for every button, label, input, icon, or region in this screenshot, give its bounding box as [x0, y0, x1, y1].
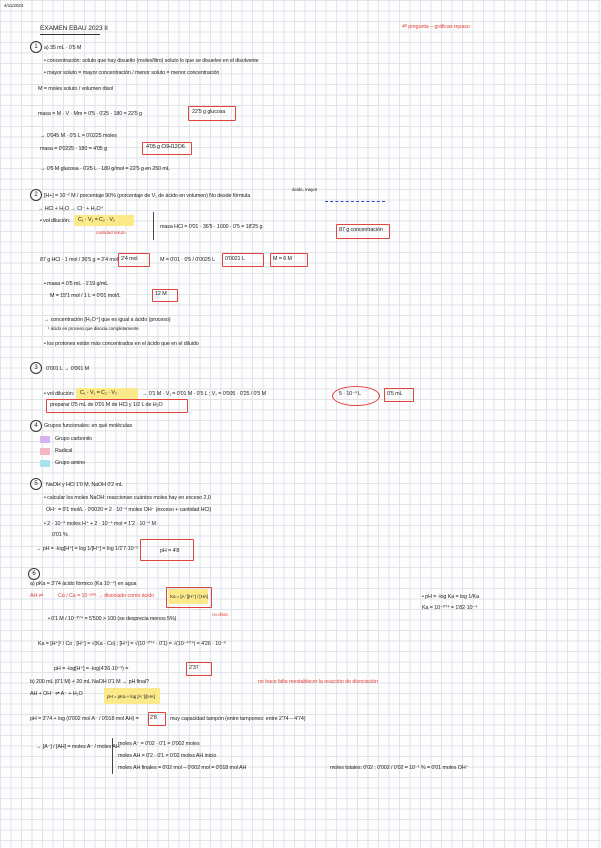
q4-line: Grupos funcionales: en qué moléculas — [44, 423, 133, 429]
q1-line: • mayor soluto = mayor concentración / menor soluto = menor concentración — [44, 70, 220, 76]
q3-line: → 0'1 M · V₁ = 0'01 M · 0'5 L ; V₁ = 0'005 · 0'25 / 0'5 M — [142, 391, 267, 397]
q5-line: → pH = -log[H⁺] = log 1/[H⁺] = log 1/1'7·10⁻⁵ — [36, 546, 139, 552]
q2-line: → HCl + H₂O → Cl⁻ + H₃O⁺ — [38, 206, 104, 212]
q2-line: • los protones están más concentrados en el ácido que en el diluido — [44, 341, 199, 347]
legend-label: Radical — [55, 448, 73, 454]
q3-line: preparar 0'5 mL de 0'01 M de HCl y 1/2 L de H₂O — [50, 402, 163, 408]
q2-line: • vol dilución: — [40, 218, 71, 224]
q6-line: b) 200 mL (0'1 M) + 20 mL NaOH 0'1 M → pH final? — [30, 679, 149, 685]
q2-dashed-underline — [325, 201, 385, 202]
q6-line: • 0'1 M / 10⁻³'⁷⁴ = 5'500 > 100 (se desprecia menos 5%) — [48, 616, 177, 622]
q2-line: M = 15'1 mol / 1 L = 0'01 mol/L — [50, 293, 121, 299]
q3-line: • vol dilución: — [44, 391, 75, 397]
q3-oval-value: 5 · 10⁻³ L — [339, 391, 361, 397]
q5-line: OH⁻ = 0'1 mol/L · 0'0020 = 2 · 10⁻⁴ moles OH⁻ (exceso + cantidad HCl) — [46, 507, 212, 513]
q1-result: 4'05 g C6H12O6 — [146, 144, 185, 150]
question-3-number: 3 — [30, 362, 42, 374]
q6-line: a) pKa = 3'74 ácido fórmico (Ka 10⁻⁴) en agua — [30, 581, 137, 587]
q6-line: Ka = [H⁺]² / Co ; [H⁺] = √(Ka · Co) ; [H⁺] = √(10⁻³'⁷⁴ · 0'1) = √(10⁻⁴'⁷⁴) = 4'26 · 10⁻³ — [38, 641, 226, 647]
q6-side-eq: Ka = 10⁻³'⁷⁴ = 1'82·10⁻⁴ — [422, 605, 478, 611]
legend-swatch-amino — [40, 460, 50, 467]
q6-hl-box: Ka = [A⁻][H⁺] / [HA] — [170, 594, 208, 599]
q2-line: masa HCl = 0'01 · 36'5 · 1000 · 0'5 = 18'25 g — [160, 224, 263, 230]
date-label: 4/11/2024 — [4, 3, 24, 8]
q3-line: 0'001 L → 0'001 M — [46, 366, 90, 372]
q5-line: • calcular los moles NaOH: reaccionan cuántos moles hay en exceso 2,0 — [44, 495, 211, 501]
q6-hl-border — [166, 587, 212, 608]
q2-result: 87 g concentración — [339, 227, 383, 233]
q5-line: 0'01 % — [52, 532, 68, 538]
q6-line: moles totales: 0'02 ; 0'002 / 0'02 = 10⁻¹ % = 0'01 moles OH⁻ — [330, 765, 469, 771]
q3-formula: C₁ · V₁ = C₂ · V₂ — [80, 390, 117, 396]
q6-line: → [A⁻] / [AH] = moles A⁻ / moles AH — [36, 744, 120, 750]
q1-line: masa = M · V · Mm = 0'5 · 0'25 · 180 = 22'5 g — [38, 111, 142, 117]
q1-line: a) 35 mL · 0'5 M — [44, 45, 82, 51]
q2-line: → concentración [H₃O⁺] que es igual a ácido (proceso) — [44, 317, 171, 323]
q5-result: pH = 4'8 — [160, 548, 180, 554]
q1-line: masa = 0'0225 · 180 = 4'05 g — [40, 146, 107, 152]
header-note: 4ª pregunta – gráficas repaso — [402, 24, 470, 30]
legend-label: Grupo amino — [55, 460, 86, 466]
q2-result: 2'4 mol — [121, 256, 138, 262]
q6-line: pH = 3'74 + log (0'002 mol A⁻ / 0'018 mol AH) = — [30, 716, 139, 722]
q6-result: 2'8 — [150, 715, 157, 721]
q6-hl-note: no disoc — [212, 612, 229, 617]
q6-side-eq: • pH = -log Ka = log 1/Ka — [422, 594, 479, 600]
q2-result: 12 M — [155, 291, 167, 297]
q2-line: [H+] = 10⁻² M / porcentaje 90% (porcentaje de V₁ de ácido en volumen) No desde fórmula — [44, 193, 251, 199]
q6-brace — [112, 738, 113, 774]
q6-line: muy capacidad tampón (entre tampones: entre 2'74 – 4'74) — [170, 716, 306, 722]
q2-note: ácido, mayor — [292, 187, 318, 192]
q1-result: 22'5 g glucosa — [192, 109, 226, 115]
q1-line: → 0'5 M glucosa · 0'25 L · 180 g/mol = 22'5 g en 250 mL — [40, 166, 170, 172]
page-title: EXAMEN EBAU 2023 II — [40, 25, 108, 32]
q2-brace — [153, 212, 154, 240]
question-2-number: 2 — [30, 189, 42, 201]
q6-note: no hace falta reestablecer la reacción de disociación — [258, 679, 378, 685]
question-1-number: 1 — [30, 41, 42, 53]
q6-label: AH ⇌ — [30, 593, 44, 599]
q2-result: M = 6 M — [273, 256, 292, 262]
q2-result: 0'0021 L — [225, 256, 245, 262]
q6-line: moles AH = 0'2 · 0'1 = 0'02 moles AH inicio — [118, 753, 217, 759]
legend-label: Grupo carbonilo — [55, 436, 92, 442]
q6-line: AH + OH⁻ ⇌ A⁻ + H₂O — [30, 691, 83, 697]
question-5-number: 5 — [30, 478, 42, 490]
q6-line: moles A⁻ = 0'02 · 0'1 = 0'002 moles — [118, 741, 200, 747]
q2-line: 87 g HCl · 1 mol / 36'5 g = 2'4 mol — [40, 257, 118, 263]
legend-swatch-carbonyl — [40, 436, 50, 443]
question-4-number: 4 — [30, 420, 42, 432]
q5-line: • 2 · 10⁻⁴ moles H⁺ + 2 · 10⁻⁴ mol = 1'2 · 10⁻⁴ M — [44, 521, 156, 527]
q2-line: M = 0'01 · 0'5 / 0'0025 L — [160, 257, 215, 263]
q2-line: • masa = 0'5 mL · 1'19 g/mL — [44, 281, 109, 287]
q6-result: 2'37 — [189, 665, 199, 671]
q2-formula: C₁ · V₁ = C₂ · V₂ — [78, 217, 115, 223]
q2-line-sub: ¹ ácido en proceso que disocia completamente — [48, 326, 139, 331]
q6-line: pH = -log[H⁺] = -log(4'26·10⁻³) = — [54, 666, 129, 672]
q3-result: 0'5 mL — [387, 391, 403, 397]
title-underline — [40, 34, 100, 35]
q6-eq: Cα / Ca = 10⁻ᵖᴷᵃ → disociado como ácido — [58, 593, 155, 599]
q6-line: moles AH finales = 0'02 mol – 0'002 mol = 0'018 mol AH — [118, 765, 247, 771]
q5-line: NaOH y HCl 1'0 M, NaOH 0'2 mL — [46, 482, 123, 488]
q1-line: → 0'045 M · 0'5 L = 0'0225 moles — [40, 133, 117, 139]
q6-hl-small: pH = pKa + log [A⁻]/[HA] — [107, 694, 155, 699]
q1-line: • concentración: soluto que hay disuelto (moles/litro) soluto lo que se disuelve en el disolvente — [44, 58, 259, 64]
legend-swatch-radical — [40, 448, 50, 455]
q2-formula-note: cantidad soluto — [96, 230, 126, 235]
question-6-number: 6 — [28, 568, 40, 580]
q1-formula: M = moles soluto / volumen disol — [38, 86, 114, 92]
